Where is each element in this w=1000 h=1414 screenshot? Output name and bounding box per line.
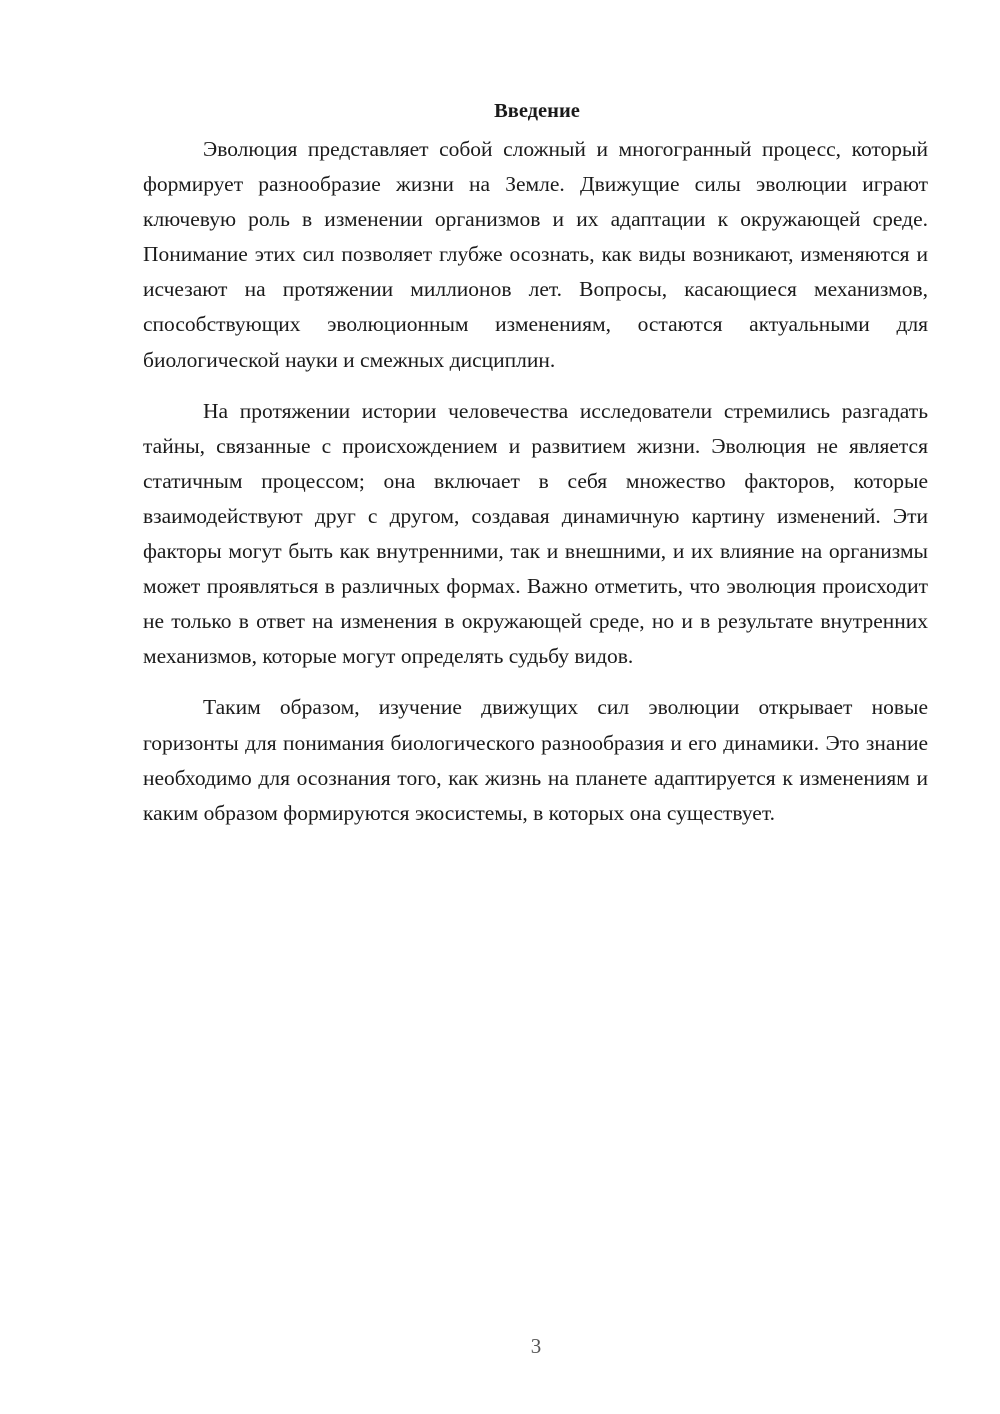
- paragraph-3: Таким образом, изучение движущих сил эволюции открывает новые горизонты для понимания биологического разнообразия и его динамики. Это знание необходимо для осознания того, как жизнь на планете адаптируется к изменениям и каким образом формируются экосистемы, в которых она существует.: [143, 695, 928, 825]
- page-number: 3: [530, 1334, 542, 1358]
- paragraph-2: На протяжении истории человечества исследователи стремились разгадать тайны, связанные с происхождением и развитием жизни. Эволюция не является статичным процессом; она включает в себя множество факторов, которые взаимодействуют друг с другом, создавая динамичную картину изменений. Эти факторы могут быть как внутренними, так и внешними, и их влияние на организмы может проявляться в различных формах. Важно отметить, что эволюция происходит не только в ответ на изменения в окружающей среде, но и в результате внутренних механизмов, которые могут определять судьбу видов.: [143, 398, 928, 669]
- section-heading: Введение: [494, 100, 580, 122]
- page-content: [143, 96, 928, 831]
- paragraph-1: Эволюция представляет собой сложный и многогранный процесс, который формирует разнообразие жизни на Земле. Движущие силы эволюции играют ключевую роль в изменении организмов и их адаптации к окружающей среде. Понимание этих сил позволяет глубже осознать, как виды возникают, изменяются и исчезают на протяжении миллионов лет. Вопросы, касающиеся механизмов, способствующих эволюционным изменениям, остаются актуальными для биологической науки и смежных дисциплин.: [143, 137, 928, 372]
